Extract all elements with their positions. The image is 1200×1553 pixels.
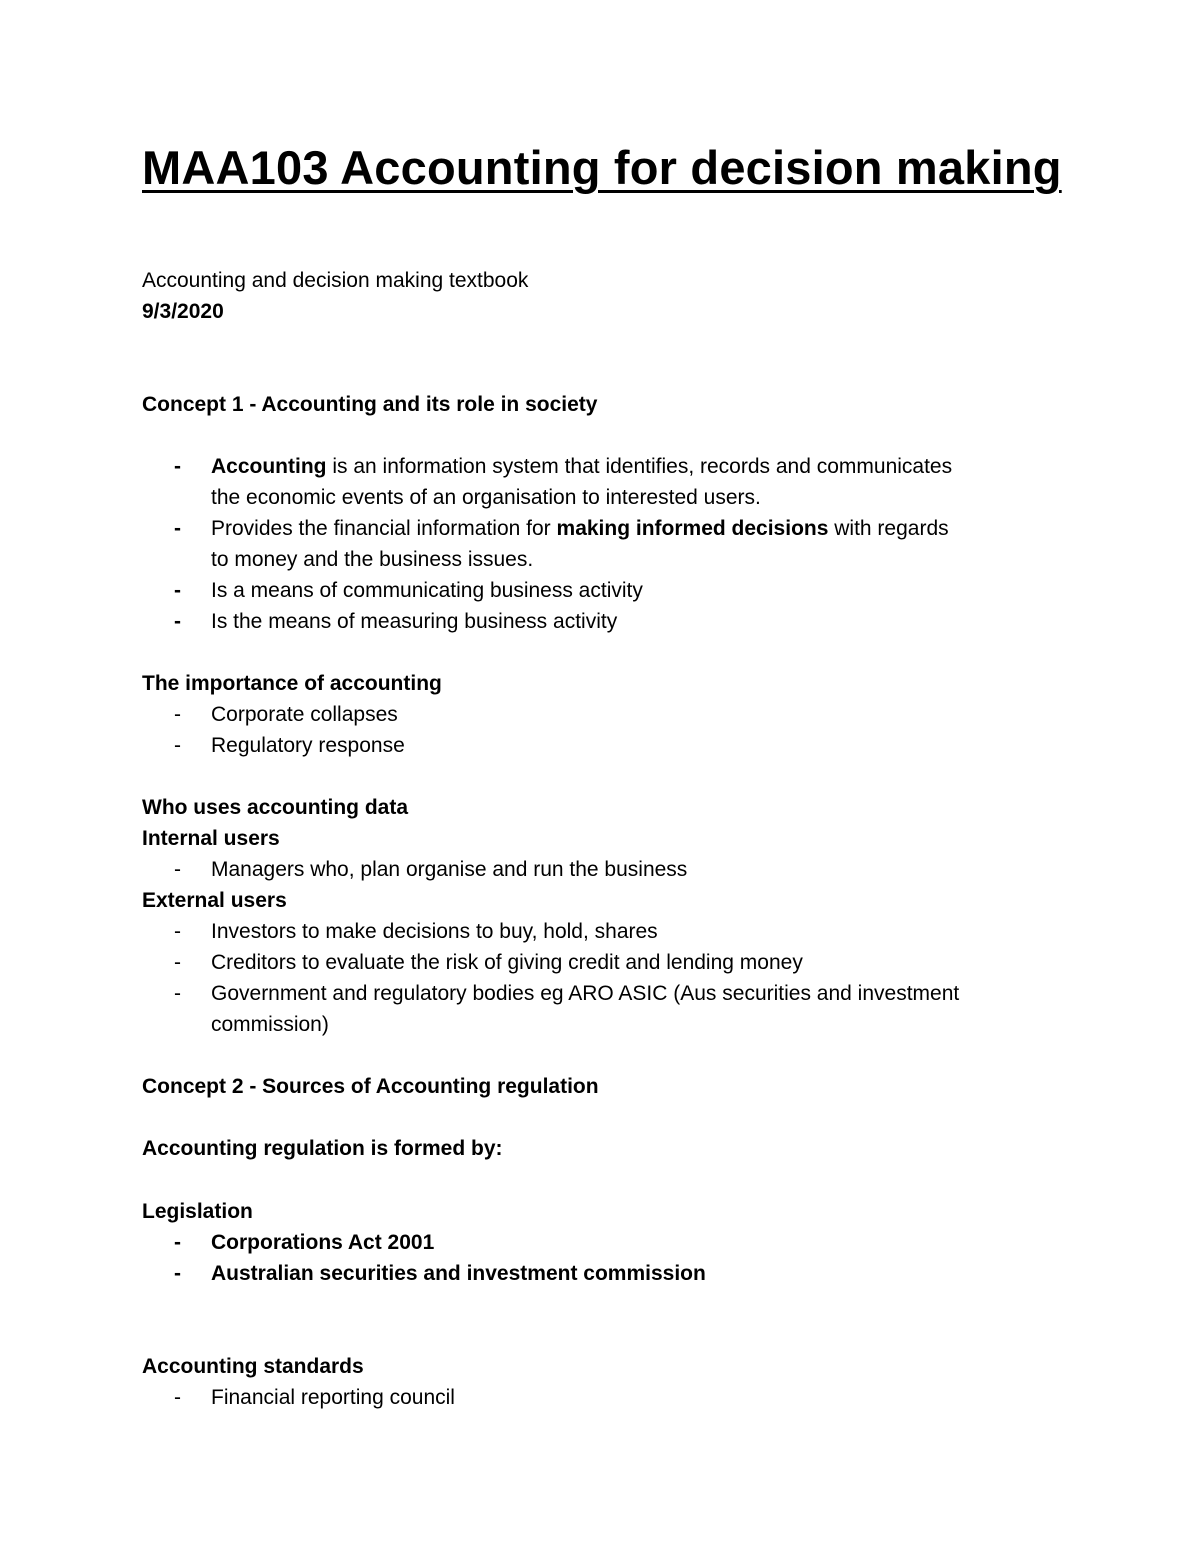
concept1-item-1-bold: Accounting — [211, 455, 327, 478]
legislation-heading: Legislation — [142, 1200, 253, 1223]
external-users-heading: External users — [142, 889, 287, 912]
concept1-item-2-cont: to money and the business issues. — [211, 548, 534, 571]
bullet-dash: - — [174, 1386, 181, 1409]
users-heading: Who uses accounting data — [142, 796, 409, 819]
bullet-dash: - — [174, 1231, 181, 1254]
concept1-item-2-post: with regards — [828, 517, 949, 540]
importance-item-2: Regulatory response — [211, 734, 405, 757]
bullet-dash: - — [174, 579, 181, 602]
document-title: MAA103 Accounting for decision making — [142, 141, 1062, 194]
legislation-item-2: Australian securities and investment commission — [211, 1262, 706, 1285]
date: 9/3/2020 — [142, 300, 224, 323]
concept1-item-4: Is the means of measuring business activity — [211, 610, 618, 633]
importance-item-1: Corporate collapses — [211, 703, 398, 726]
concept1-item-2-pre: Provides the financial information for — [211, 517, 557, 540]
concept1-item-1-cont: the economic events of an organisation to interested users. — [211, 486, 761, 509]
bullet-dash: - — [174, 734, 181, 757]
external-users-item-3-cont: commission) — [211, 1013, 329, 1036]
importance-heading: The importance of accounting — [142, 672, 442, 695]
concept1-item-3: Is a means of communicating business activity — [211, 579, 643, 602]
external-users-item-2: Creditors to evaluate the risk of giving credit and lending money — [211, 951, 803, 974]
legislation-item-1: Corporations Act 2001 — [211, 1231, 435, 1254]
internal-users-heading: Internal users — [142, 827, 280, 850]
subtitle: Accounting and decision making textbook — [142, 269, 529, 292]
external-users-item-1: Investors to make decisions to buy, hold, shares — [211, 920, 658, 943]
standards-heading: Accounting standards — [142, 1355, 364, 1378]
concept1-heading: Concept 1 - Accounting and its role in society — [142, 393, 598, 416]
concept1-item-1 — [211, 451, 952, 482]
bullet-dash: - — [174, 1262, 181, 1285]
bullet-dash: - — [174, 920, 181, 943]
bullet-dash: - — [174, 951, 181, 974]
external-users-item-3: Government and regulatory bodies eg ARO ASIC (Aus securities and investment — [211, 982, 960, 1005]
concept1-item-1-text: is an information system that identifies, records and communicates — [326, 455, 953, 478]
concept2-heading: Concept 2 - Sources of Accounting regulation — [142, 1075, 599, 1098]
bullet-dash: - — [174, 703, 181, 726]
bullet-dash: - — [174, 455, 181, 478]
concept1-item-2 — [211, 513, 949, 544]
bullet-dash: - — [174, 610, 181, 633]
bullet-dash: - — [174, 858, 181, 881]
standards-item-1: Financial reporting council — [211, 1386, 455, 1409]
bullet-dash: - — [174, 517, 181, 540]
regulation-formed-by: Accounting regulation is formed by: — [142, 1137, 503, 1160]
bullet-dash: - — [174, 982, 181, 1005]
concept1-item-2-bold: making informed decisions — [556, 517, 829, 540]
internal-users-item-1: Managers who, plan organise and run the business — [211, 858, 688, 881]
